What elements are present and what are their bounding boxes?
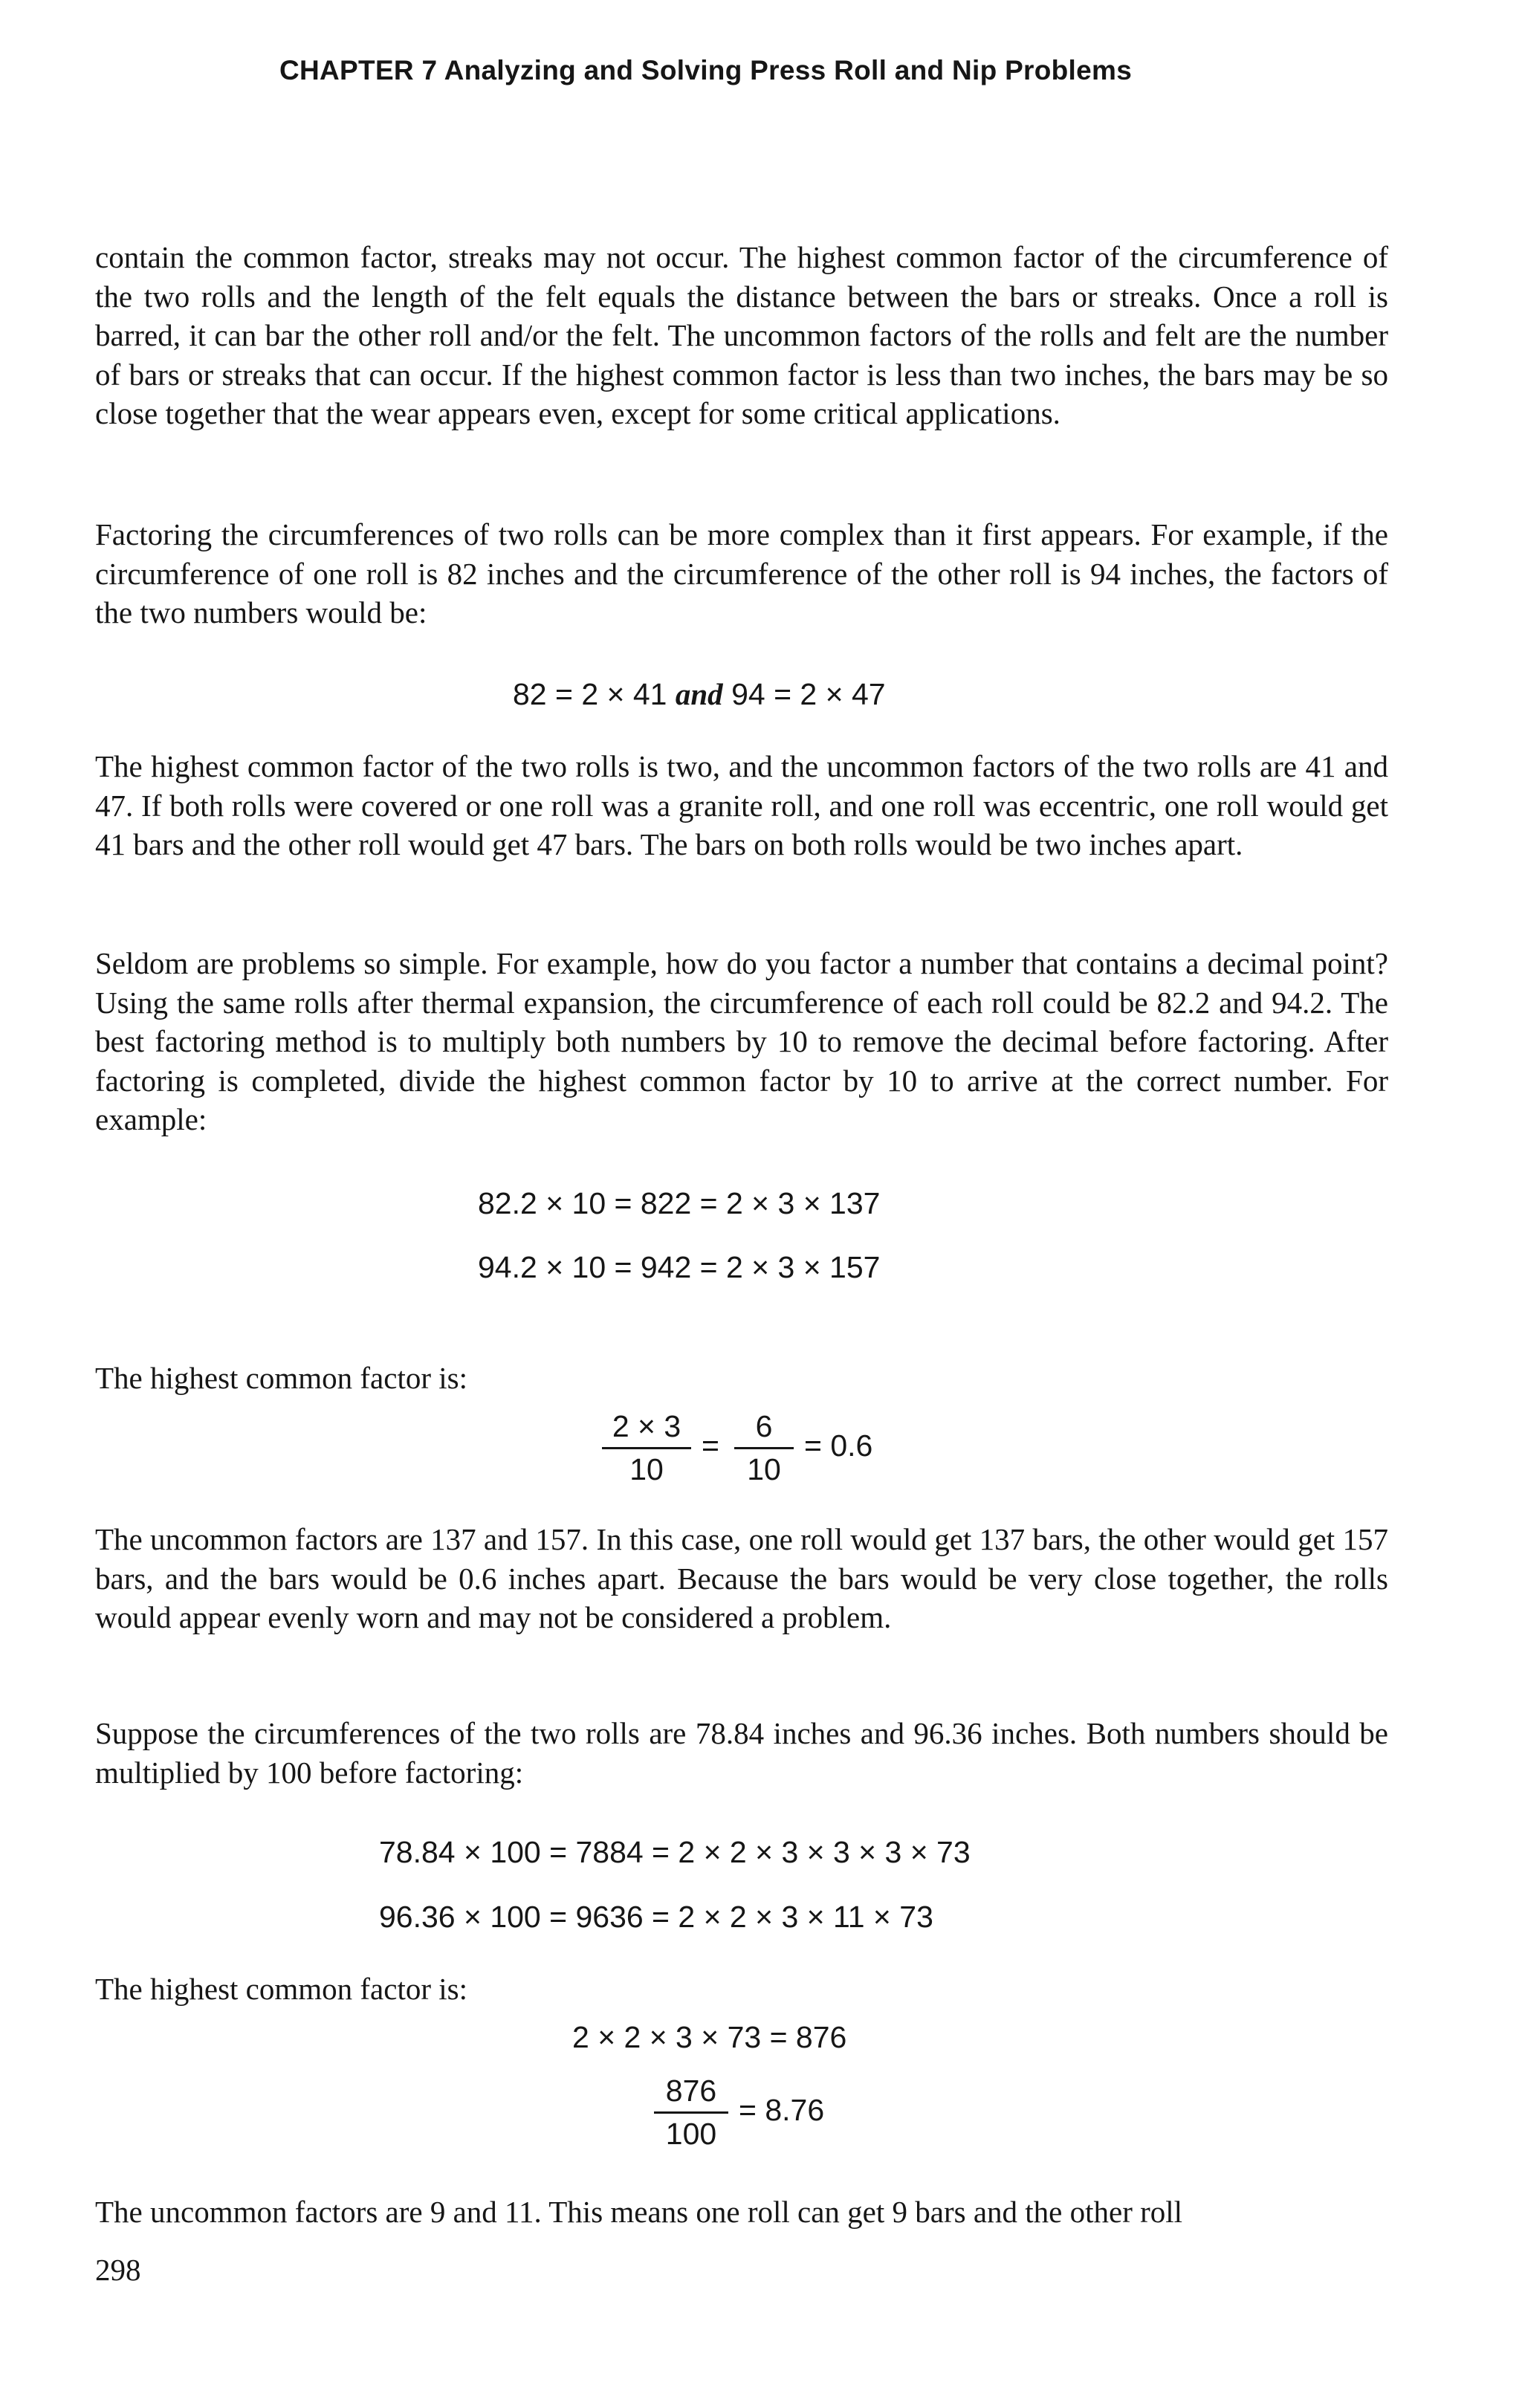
fraction-denominator-10: 10	[747, 1452, 781, 1486]
fraction-result-0-6: = 0.6	[804, 1428, 873, 1463]
fraction-bar	[734, 1447, 794, 1449]
paragraph-simple-example-result: The highest common factor of the two rolls is two, and the uncommon factors of the two rolls are 41 and 47. If both rolls were covered or one roll was a granite roll, and one roll was eccentric, one roll would get 41 bars and the other roll would get 47 bars. The bars on both rolls would be two inches apart.	[95, 749, 1388, 861]
label-highest-common-factor-2: The highest common factor is:	[95, 1972, 467, 2006]
label-highest-common-factor-1: The highest common factor is:	[95, 1361, 467, 1395]
fraction-equation-0-6	[602, 1409, 914, 1491]
fraction-numerator-2x3: 2 × 3	[612, 1409, 681, 1443]
fraction-denominator-10: 10	[629, 1452, 664, 1486]
paragraph-uncommon-137-157: The uncommon factors are 137 and 157. In this case, one roll would get 137 bars, the other would get 157 bars, and the bars would be 0.6 inches apart. Because the bars would be very close together, the rolls would appear evenly worn and may not be considered a problem.	[95, 1522, 1388, 1634]
equation-82-2: 82.2 × 10 = 822 = 2 × 3 × 137	[478, 1186, 881, 1220]
equals-sign: =	[702, 1428, 719, 1463]
fraction-bar	[654, 2111, 728, 2114]
fraction-numerator-6: 6	[755, 1409, 773, 1443]
equation-78-84: 78.84 × 100 = 7884 = 2 × 2 × 3 × 3 × 3 × 73	[379, 1835, 971, 1869]
equation-94-2: 94.2 × 10 = 942 = 2 × 3 × 157	[478, 1250, 881, 1284]
paragraph-two-decimal-rolls: Suppose the circumferences of the two rolls are 78.84 inches and 96.36 inches. Both numbers should be multiplied by 100 before factoring:	[95, 1716, 1388, 1790]
fraction-bar	[602, 1447, 691, 1449]
fraction-result-8-76: = 8.76	[739, 2093, 825, 2127]
paragraph-decimal-factoring: Seldom are problems so simple. For example, how do you factor a number that contains a decimal point? Using the same rolls after thermal expansion, the circumference of each roll could be 82.2 and 94.2. The best factoring method is to multiply both numbers by 10 to remove the decimal before factoring. After factoring is completed, divide the highest common factor by 10 to arrive at the correct number. For example:	[95, 946, 1388, 1136]
equation-82-94	[513, 676, 886, 712]
equation-94-factors: 94 = 2 × 47	[731, 677, 886, 711]
paragraph-uncommon-9-11: The uncommon factors are 9 and 11. This means one roll can get 9 bars and the other roll	[95, 2195, 1183, 2229]
fraction-denominator-100: 100	[665, 2117, 717, 2151]
page-number: 298	[95, 2253, 141, 2287]
running-header: CHAPTER 7 Analyzing and Solving Press Roll and Nip Problems	[279, 55, 1133, 85]
equation-and-word: and	[675, 677, 723, 711]
paragraph-common-factor: contain the common factor, streaks may not occur. The highest common factor of the circumference of the two rolls and the length of the felt equals the distance between the bars or streaks. Once a roll is barred, it can bar the other roll and/or the felt. The uncommon factors of the rolls and felt are the number of bars or streaks that can occur. If the highest common factor is less than two inches, the bars may be so close together that the wear appears even, except for some critical applications.	[95, 240, 1388, 430]
equation-96-36: 96.36 × 100 = 9636 = 2 × 2 × 3 × 11 × 73	[379, 1900, 933, 1934]
equation-82-factors: 82 = 2 × 41	[513, 677, 667, 711]
fraction-equation-8-76	[654, 2074, 892, 2155]
equation-876: 2 × 2 × 3 × 73 = 876	[572, 2020, 847, 2054]
paragraph-factoring-intro: Factoring the circumferences of two rolls can be more complex than it first appears. For example, if the circumference of one roll is 82 inches and the circumference of the other roll is 94 inches, the factors of the two numbers would be:	[95, 517, 1388, 629]
fraction-numerator-876: 876	[665, 2074, 717, 2108]
